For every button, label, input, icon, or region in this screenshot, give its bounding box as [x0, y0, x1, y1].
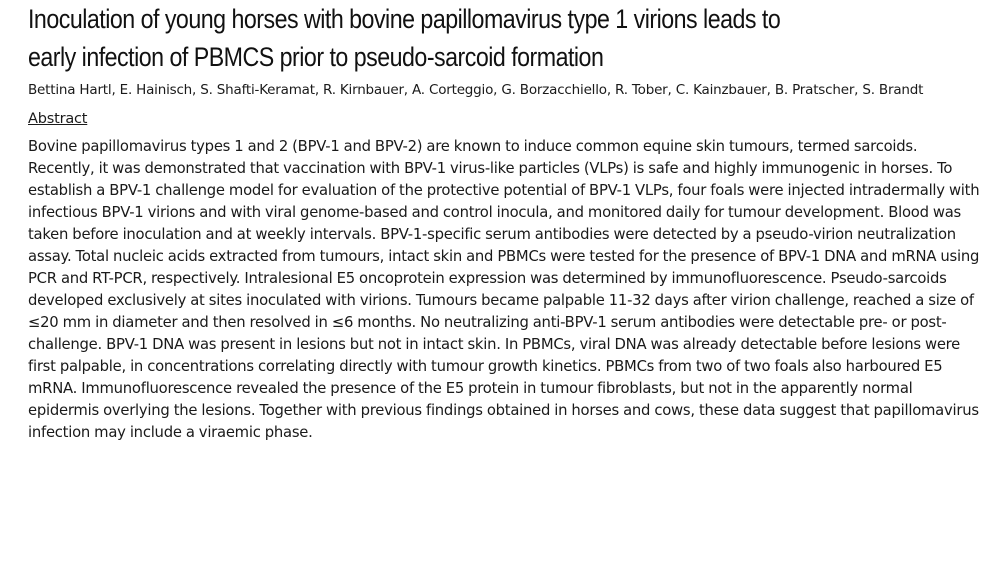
abstract-text: Bovine papillomavirus types 1 and 2 (BPV-1 and BPV-2) are known to induce common equine skin tumours, termed sarcoids. Recently, it was demonstrated that vaccination with BPV-1 virus-like particles (VLPs) is safe and highly immunogenic in horses. To establish a BPV-1 challenge model for evaluation of the protective potential of BPV-1 VLPs, four foals were injected intradermally with infectious BPV-1 virions and with viral genome-based and control inocula, and monitored daily for tumour development. Blood was taken before inoculation and at weekly intervals. BPV-1-specific serum antibodies were detected by a pseudo-virion neutralization assay. Total nucleic acids extracted from tumours, intact skin and PBMCs were tested for the presence of BPV-1 DNA and mRNA using PCR and RT-PCR, respectively. Intralesional E5 oncoprotein expression was determined by immunofluorescence. Pseudo-sarcoids developed exclusively at sites inoculated with virions. Tumours became palpable 11-32 days after virion challenge, reached a size of ≤20 mm in diameter and then resolved in ≤6 months. No neutralizing anti-BPV-1 serum antibodies were detectable pre- or post-challenge. BPV-1 DNA was present in lesions but not in intact skin. In PBMCs, viral DNA was already detectable before lesions were first palpable, in concentrations correlating directly with tumour growth kinetics. PBMCs from two of two foals also harboured E5 mRNA. Immunofluorescence revealed the presence of the E5 protein in tumour fibroblasts, but not in the apparently normal epidermis overlying the lesions. Together with previous findings obtained in horses and cows, these data suggest that papillomavirus infection may include a viraemic phase.: [28, 138, 980, 441]
paper-title-line-2: early infection of PBMCS prior to pseudo-sarcoid formation: [28, 42, 604, 72]
paper-title: [28, 0, 802, 76]
paper-title-line-1: Inoculation of young horses with bovine papillomavirus type 1 virions leads to: [28, 4, 781, 34]
paper-page: [28, 0, 988, 444]
abstract-heading: Abstract: [28, 111, 88, 127]
paper-authors: Bettina Hartl, E. Hainisch, S. Shafti-Keramat, R. Kirnbauer, A. Corteggio, G. Borzacchiello, R. Tober, C. Kainzbauer, B. Pratscher, S. Brandt: [28, 82, 924, 98]
